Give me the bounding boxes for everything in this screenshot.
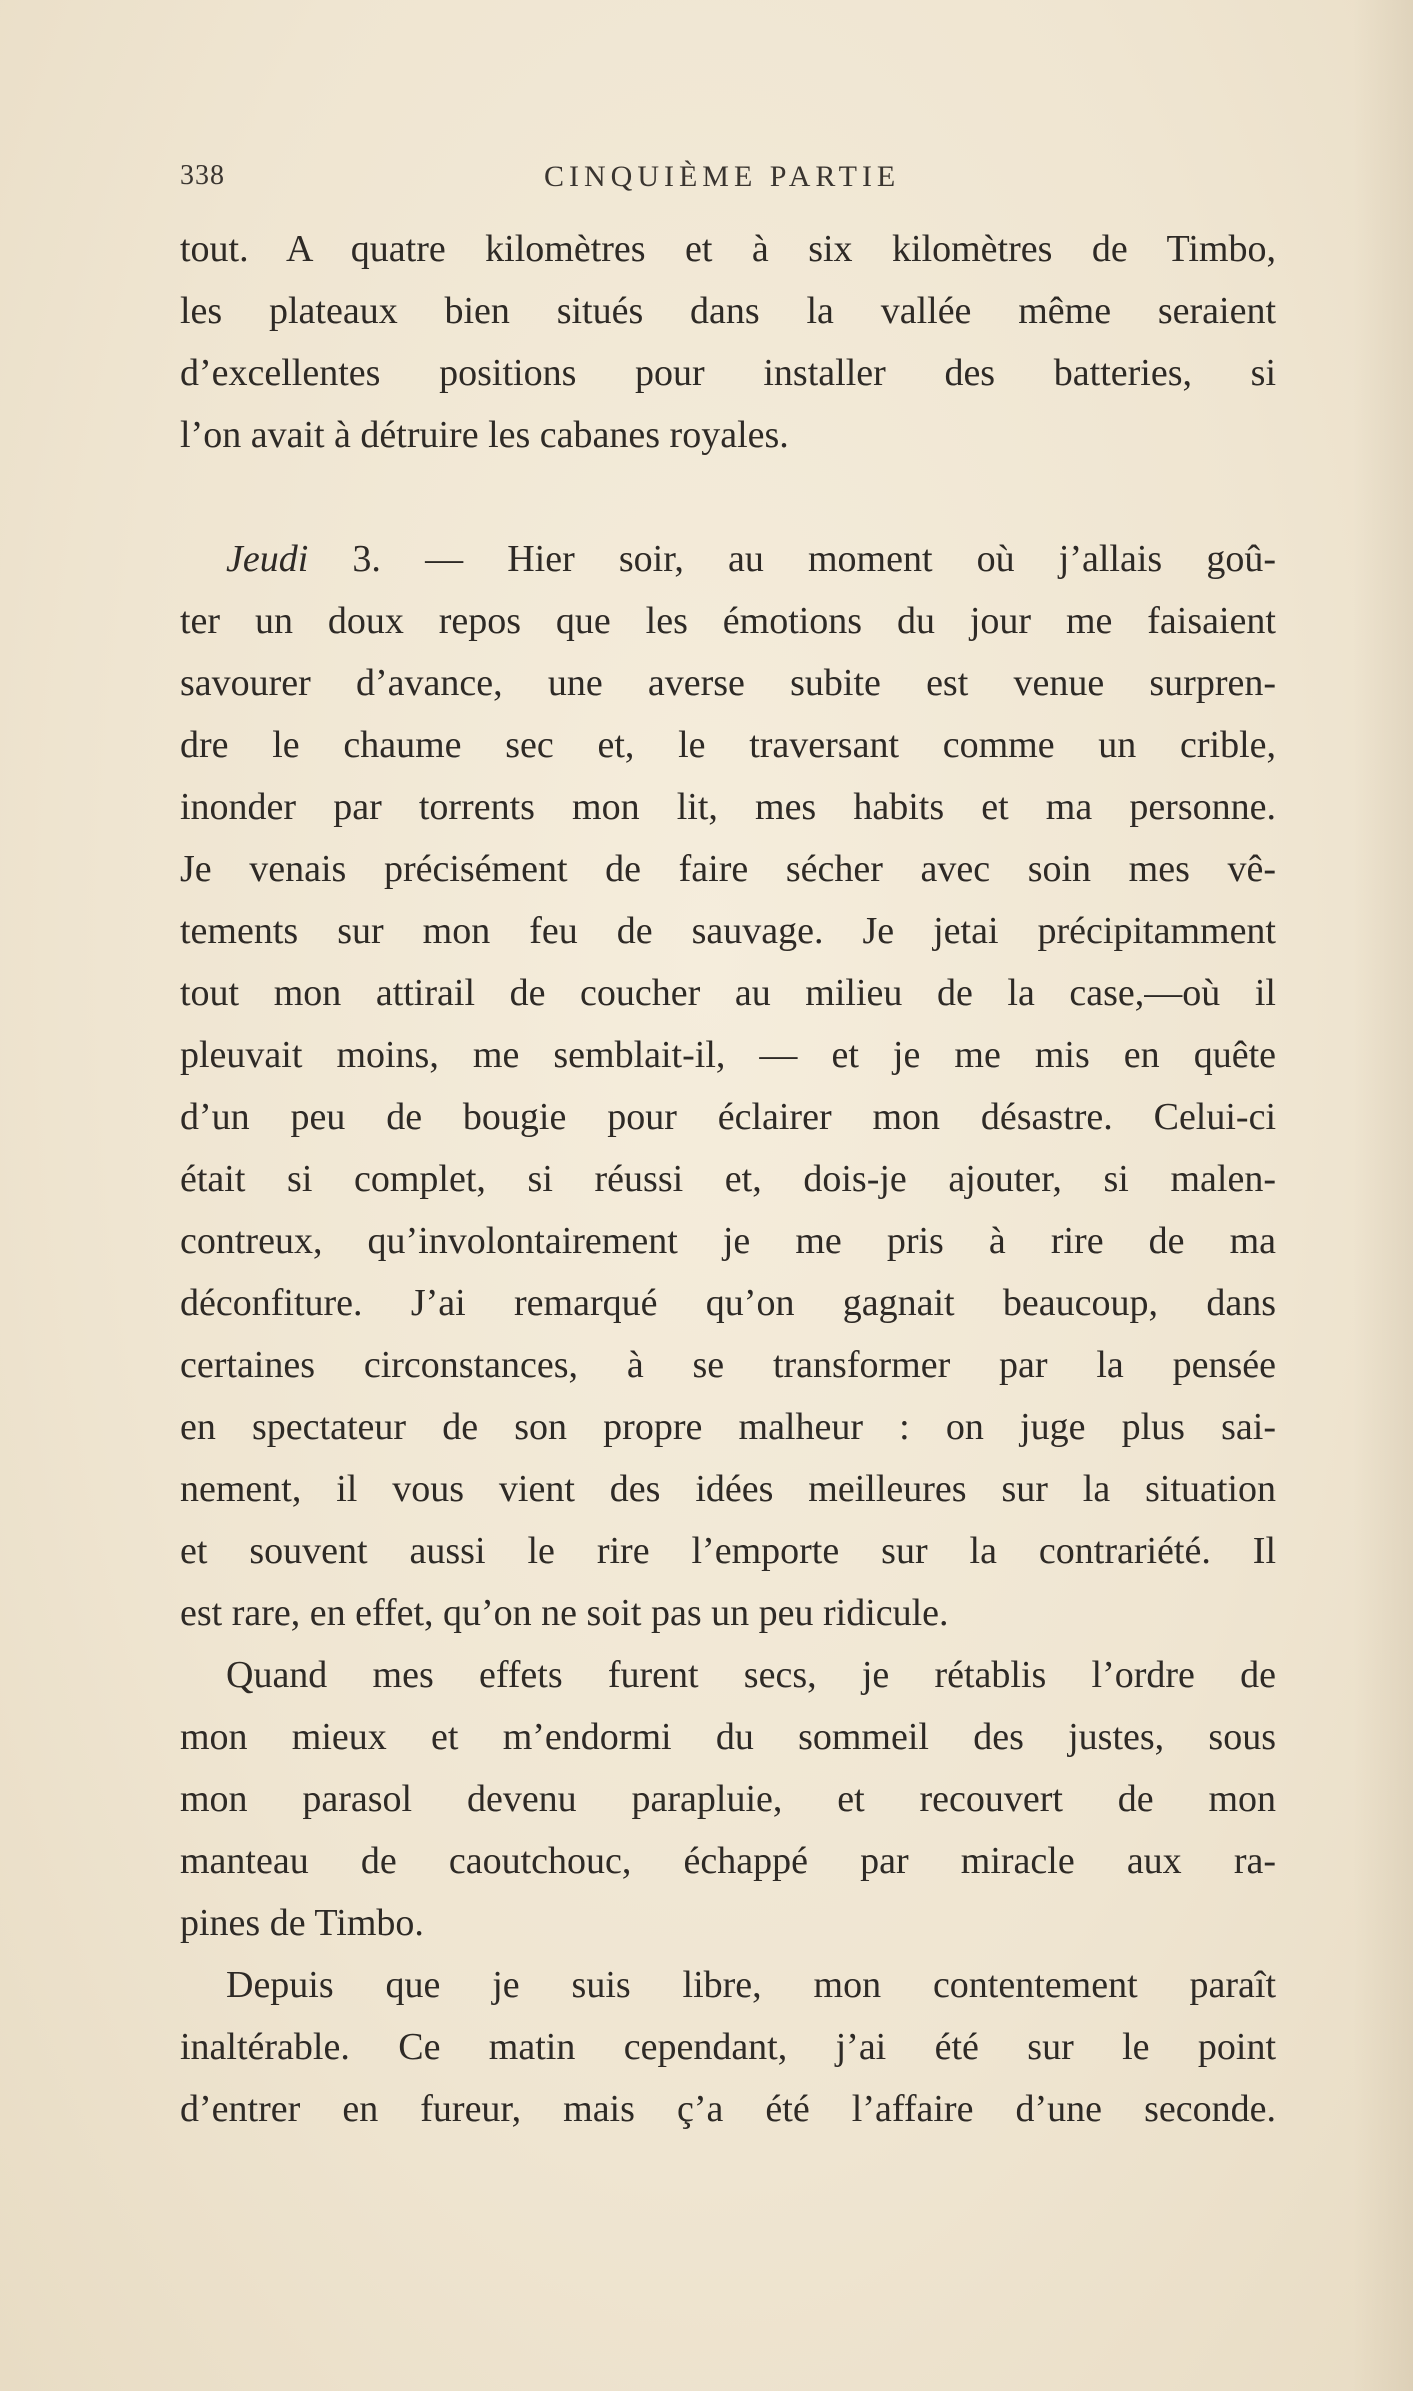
text-line: mon parasol devenu parapluie, et recouvert de mon: [180, 1778, 1276, 1820]
text-line: pines de Timbo.: [180, 1902, 424, 1944]
text-line: tements sur mon feu de sauvage. Je jetai précipitamment: [180, 910, 1276, 952]
text-line: inaltérable. Ce matin cependant, j’ai été sur le point: [180, 2026, 1276, 2068]
text-line: certaines circonstances, à se transformer par la pensée: [180, 1344, 1276, 1386]
text-line: l’on avait à détruire les cabanes royales.: [180, 414, 789, 456]
text-line: nement, il vous vient des idées meilleures sur la situation: [180, 1468, 1276, 1510]
text-line: d’un peu de bougie pour éclairer mon désastre. Celui-ci: [180, 1096, 1276, 1138]
body-text: [180, 218, 1276, 2140]
text-line: manteau de caoutchouc, échappé par miracle aux ra-: [180, 1840, 1276, 1882]
text-line: Je venais précisément de faire sécher avec soin mes vê-: [180, 848, 1276, 890]
text-line: est rare, en effet, qu’on ne soit pas un peu ridicule.: [180, 1592, 949, 1634]
text-line-rest: 3. — Hier soir, au moment où j’allais goû-: [308, 538, 1276, 580]
text-line: tout mon attirail de coucher au milieu de la case,—où il: [180, 972, 1276, 1014]
text-line: était si complet, si réussi et, dois-je ajouter, si malen-: [180, 1158, 1276, 1200]
text-line: les plateaux bien situés dans la vallée même seraient: [180, 290, 1276, 332]
text-line: mon mieux et m’endormi du sommeil des justes, sous: [180, 1716, 1276, 1758]
section-gap: [180, 466, 1276, 528]
text-line: en spectateur de son propre malheur : on juge plus sai-: [180, 1406, 1276, 1448]
text-line: pleuvait moins, me semblait-il, — et je me mis en quête: [180, 1034, 1276, 1076]
text-line: ter un doux repos que les émotions du jour me faisaient: [180, 600, 1276, 642]
text-line: Depuis que je suis libre, mon contentement paraît: [226, 1964, 1276, 2006]
page-header: [180, 160, 1280, 200]
text-line: d’excellentes positions pour installer des batteries, si: [180, 352, 1276, 394]
date-label: Jeudi: [226, 538, 309, 580]
running-title: CINQUIÈME PARTIE: [544, 160, 901, 193]
text-line: inonder par torrents mon lit, mes habits et ma personne.: [180, 786, 1276, 828]
text-line: savourer d’avance, une averse subite est venue surpren-: [180, 662, 1276, 704]
text-line: contreux, qu’involontairement je me pris à rire de ma: [180, 1220, 1276, 1262]
text-line: Quand mes effets furent secs, je rétablis l’ordre de: [226, 1654, 1276, 1696]
page-number: 338: [180, 160, 225, 191]
text-line: d’entrer en fureur, mais ç’a été l’affaire d’une seconde.: [180, 2088, 1276, 2130]
text-line: dre le chaume sec et, le traversant comme un crible,: [180, 724, 1276, 766]
page-edge-shadow: [1353, 0, 1413, 2391]
text-line: déconfiture. J’ai remarqué qu’on gagnait beaucoup, dans: [180, 1282, 1276, 1324]
text-line: tout. A quatre kilomètres et à six kilomètres de Timbo,: [180, 228, 1276, 270]
text-line: et souvent aussi le rire l’emporte sur la contrariété. Il: [180, 1530, 1276, 1572]
text-line: [180, 528, 1276, 590]
